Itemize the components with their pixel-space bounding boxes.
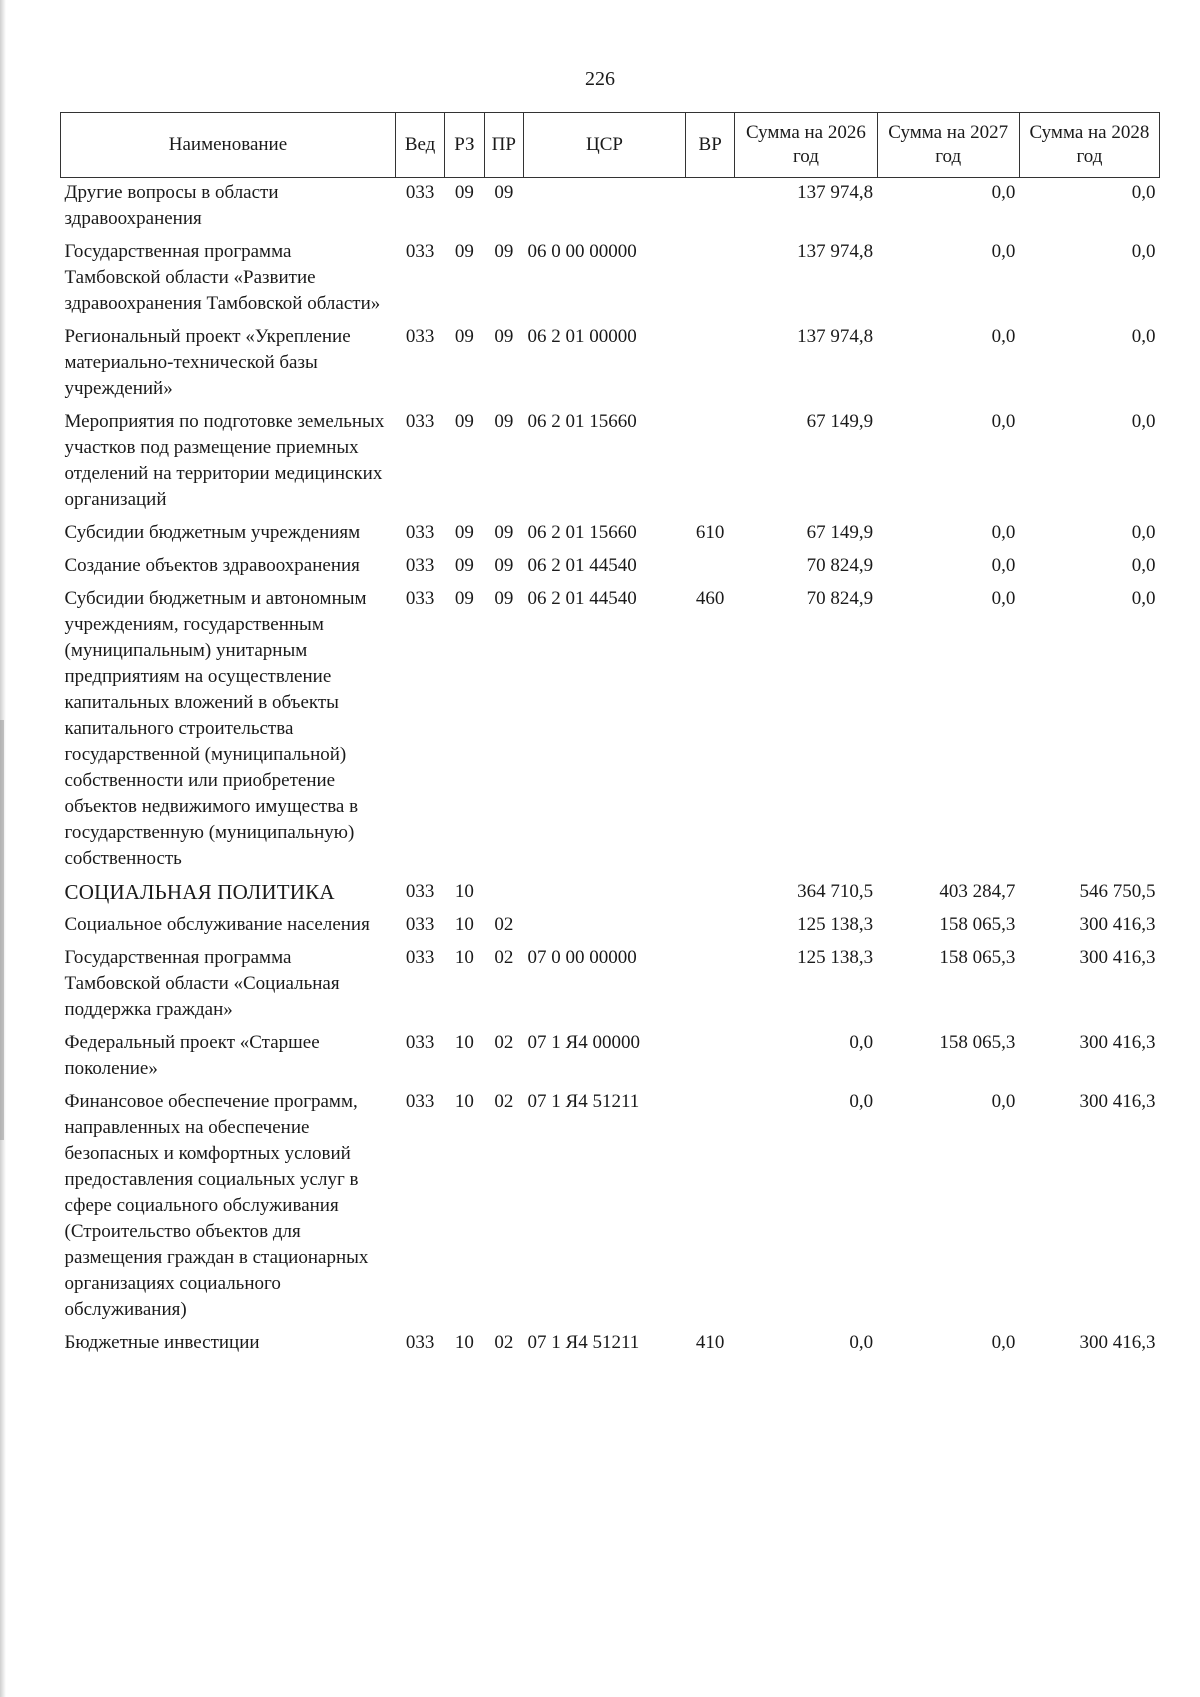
cell-sum-2027: 158 065,3	[939, 1032, 1016, 1053]
cell-name: Создание объектов здравоохранения	[64, 555, 360, 576]
cell-pr: 02	[494, 1332, 514, 1353]
cell-sum-2027: 0,0	[991, 1091, 1016, 1112]
cell-csr: 06 2 01 15660	[527, 522, 637, 543]
cell-sum-2028: 546 750,5	[1079, 881, 1156, 902]
cell-sum-2028: 300 416,3	[1079, 1091, 1156, 1112]
table-row	[61, 879, 1160, 912]
cell-csr: 06 0 00 00000	[527, 241, 637, 262]
cell-vr: 410	[695, 1332, 725, 1353]
table-body	[61, 178, 1160, 1364]
cell-name: Федеральный проект «Старшее поколение»	[64, 1032, 320, 1079]
cell-sum-2027: 0,0	[991, 326, 1016, 347]
cell-ved: 033	[405, 326, 435, 347]
cell-vr	[686, 553, 735, 586]
cell-ved: 033	[405, 241, 435, 262]
cell-name: Мероприятия по подготовке земельных участков под размещение приемных отделений на территории медицинских организаций	[64, 411, 385, 510]
cell-sum-2027: 158 065,3	[939, 947, 1016, 968]
header-name: Наименование	[61, 113, 396, 178]
cell-csr	[524, 879, 686, 912]
cell-ved: 033	[405, 182, 435, 203]
table-row	[61, 520, 1160, 553]
cell-name: Бюджетные инвестиции	[64, 1332, 260, 1353]
cell-sum-2028: 300 416,3	[1079, 1332, 1156, 1353]
cell-vr	[686, 409, 735, 520]
cell-sum-2027: 0,0	[991, 522, 1016, 543]
cell-pr: 09	[494, 411, 514, 432]
cell-csr	[524, 912, 686, 945]
cell-vr	[686, 879, 735, 912]
cell-rz: 10	[454, 881, 474, 902]
table-row	[61, 553, 1160, 586]
cell-vr	[686, 239, 735, 324]
cell-pr: 09	[494, 555, 514, 576]
cell-vr	[686, 1089, 735, 1330]
cell-rz: 10	[454, 914, 474, 935]
table-row	[61, 324, 1160, 409]
cell-csr: 06 2 01 00000	[527, 326, 637, 347]
cell-pr: 02	[494, 1091, 514, 1112]
table-row	[61, 586, 1160, 879]
cell-csr: 06 2 01 15660	[527, 411, 637, 432]
header-sum-2026: Сумма на 2026 год	[735, 113, 877, 178]
cell-sum-2026: 70 824,9	[806, 588, 874, 609]
cell-sum-2028: 300 416,3	[1079, 914, 1156, 935]
cell-vr	[686, 945, 735, 1030]
cell-csr: 07 1 Я4 00000	[527, 1032, 640, 1053]
scan-edge-mark	[0, 720, 4, 1140]
cell-rz: 09	[454, 588, 474, 609]
cell-name: Другие вопросы в области здравоохранения	[64, 182, 279, 229]
cell-sum-2028: 0,0	[1131, 241, 1156, 262]
cell-rz: 09	[454, 241, 474, 262]
cell-sum-2028: 0,0	[1131, 326, 1156, 347]
cell-sum-2028: 0,0	[1131, 411, 1156, 432]
cell-csr: 07 0 00 00000	[527, 947, 637, 968]
cell-pr: 09	[494, 326, 514, 347]
budget-table	[60, 112, 1160, 1363]
cell-sum-2028: 0,0	[1131, 588, 1156, 609]
cell-pr: 09	[494, 241, 514, 262]
cell-ved: 033	[405, 947, 435, 968]
cell-ved: 033	[405, 881, 435, 902]
cell-sum-2026: 364 710,5	[797, 881, 874, 902]
cell-pr	[484, 879, 523, 912]
cell-sum-2026: 67 149,9	[806, 411, 874, 432]
cell-sum-2026: 0,0	[849, 1091, 874, 1112]
cell-pr: 09	[494, 522, 514, 543]
cell-ved: 033	[405, 1091, 435, 1112]
cell-name: Социальное обслуживание населения	[64, 914, 370, 935]
cell-sum-2027: 158 065,3	[939, 914, 1016, 935]
cell-ved: 033	[405, 914, 435, 935]
cell-sum-2028: 300 416,3	[1079, 947, 1156, 968]
cell-sum-2027: 0,0	[991, 588, 1016, 609]
cell-vr: 460	[695, 588, 725, 609]
cell-ved: 033	[405, 588, 435, 609]
cell-csr: 06 2 01 44540	[527, 555, 637, 576]
cell-name: Государственная программа Тамбовской области «Социальная поддержка граждан»	[64, 947, 340, 1020]
cell-sum-2028: 0,0	[1131, 182, 1156, 203]
cell-sum-2026: 125 138,3	[797, 947, 874, 968]
header-ved: Вед	[395, 113, 444, 178]
cell-rz: 10	[454, 1332, 474, 1353]
cell-vr	[686, 324, 735, 409]
table-row	[61, 409, 1160, 520]
cell-rz: 09	[454, 522, 474, 543]
header-pr: ПР	[484, 113, 523, 178]
cell-name: Финансовое обеспечение программ, направленных на обеспечение безопасных и комфортных условий предоставления социальных услуг в сфере социального обслуживания (Строительство объектов для размещения граждан в стационарных организациях социального обслуживания)	[64, 1091, 369, 1320]
cell-csr: 07 1 Я4 51211	[527, 1091, 640, 1112]
cell-rz: 09	[454, 182, 474, 203]
cell-name: Государственная программа Тамбовской области «Развитие здравоохранения Тамбовской области»	[64, 241, 381, 314]
cell-sum-2027: 0,0	[991, 241, 1016, 262]
header-vr: ВР	[686, 113, 735, 178]
cell-vr	[686, 912, 735, 945]
cell-sum-2026: 137 974,8	[797, 241, 874, 262]
cell-sum-2026: 125 138,3	[797, 914, 874, 935]
cell-rz: 09	[454, 326, 474, 347]
cell-ved: 033	[405, 522, 435, 543]
cell-rz: 09	[454, 555, 474, 576]
table-row	[61, 1030, 1160, 1089]
cell-rz: 10	[454, 1032, 474, 1053]
table-row	[61, 239, 1160, 324]
cell-sum-2027: 0,0	[991, 182, 1016, 203]
cell-sum-2027: 0,0	[991, 555, 1016, 576]
cell-sum-2026: 67 149,9	[806, 522, 874, 543]
cell-pr: 02	[494, 947, 514, 968]
table-row	[61, 945, 1160, 1030]
cell-pr: 02	[494, 914, 514, 935]
cell-sum-2028: 300 416,3	[1079, 1032, 1156, 1053]
table-row	[61, 178, 1160, 240]
cell-csr	[524, 178, 686, 240]
page-number: 226	[585, 68, 615, 90]
cell-vr	[686, 1030, 735, 1089]
cell-csr: 06 2 01 44540	[527, 588, 637, 609]
cell-sum-2027: 0,0	[991, 411, 1016, 432]
cell-rz: 10	[454, 1091, 474, 1112]
cell-csr: 07 1 Я4 51211	[527, 1332, 640, 1353]
cell-sum-2027: 403 284,7	[939, 881, 1016, 902]
cell-pr: 02	[494, 1032, 514, 1053]
cell-rz: 10	[454, 947, 474, 968]
header-sum-2027: Сумма на 2027 год	[877, 113, 1019, 178]
cell-ved: 033	[405, 1032, 435, 1053]
table-row	[61, 1330, 1160, 1363]
cell-sum-2028: 0,0	[1131, 522, 1156, 543]
cell-sum-2026: 137 974,8	[797, 182, 874, 203]
cell-name: Региональный проект «Укрепление материально-технической базы учреждений»	[64, 326, 351, 399]
cell-vr: 610	[695, 522, 725, 543]
cell-sum-2027: 0,0	[991, 1332, 1016, 1353]
header-csr: ЦСР	[524, 113, 686, 178]
cell-sum-2026: 70 824,9	[806, 555, 874, 576]
table-row	[61, 1089, 1160, 1330]
cell-pr: 09	[494, 182, 514, 203]
cell-name: СОЦИАЛЬНАЯ ПОЛИТИКА	[64, 880, 335, 904]
cell-vr	[686, 178, 735, 240]
cell-ved: 033	[405, 1332, 435, 1353]
table-row	[61, 912, 1160, 945]
cell-sum-2028: 0,0	[1131, 555, 1156, 576]
cell-sum-2026: 0,0	[849, 1332, 874, 1353]
header-rz: РЗ	[445, 113, 484, 178]
cell-sum-2026: 137 974,8	[797, 326, 874, 347]
cell-sum-2026: 0,0	[849, 1032, 874, 1053]
table-header	[61, 113, 1160, 178]
header-sum-2028: Сумма на 2028 год	[1019, 113, 1159, 178]
cell-name: Субсидии бюджетным учреждениям	[64, 522, 361, 543]
cell-name: Субсидии бюджетным и автономным учреждениям, государственным (муниципальным) унитарным предприятиям на осуществление капитальных вложений в объекты капитального строительства государственной (муниципальной) собственности или приобретение объектов недвижимого имущества в государственную (муниципальную) собственность	[64, 588, 367, 869]
cell-ved: 033	[405, 411, 435, 432]
cell-rz: 09	[454, 411, 474, 432]
cell-pr: 09	[494, 588, 514, 609]
cell-ved: 033	[405, 555, 435, 576]
